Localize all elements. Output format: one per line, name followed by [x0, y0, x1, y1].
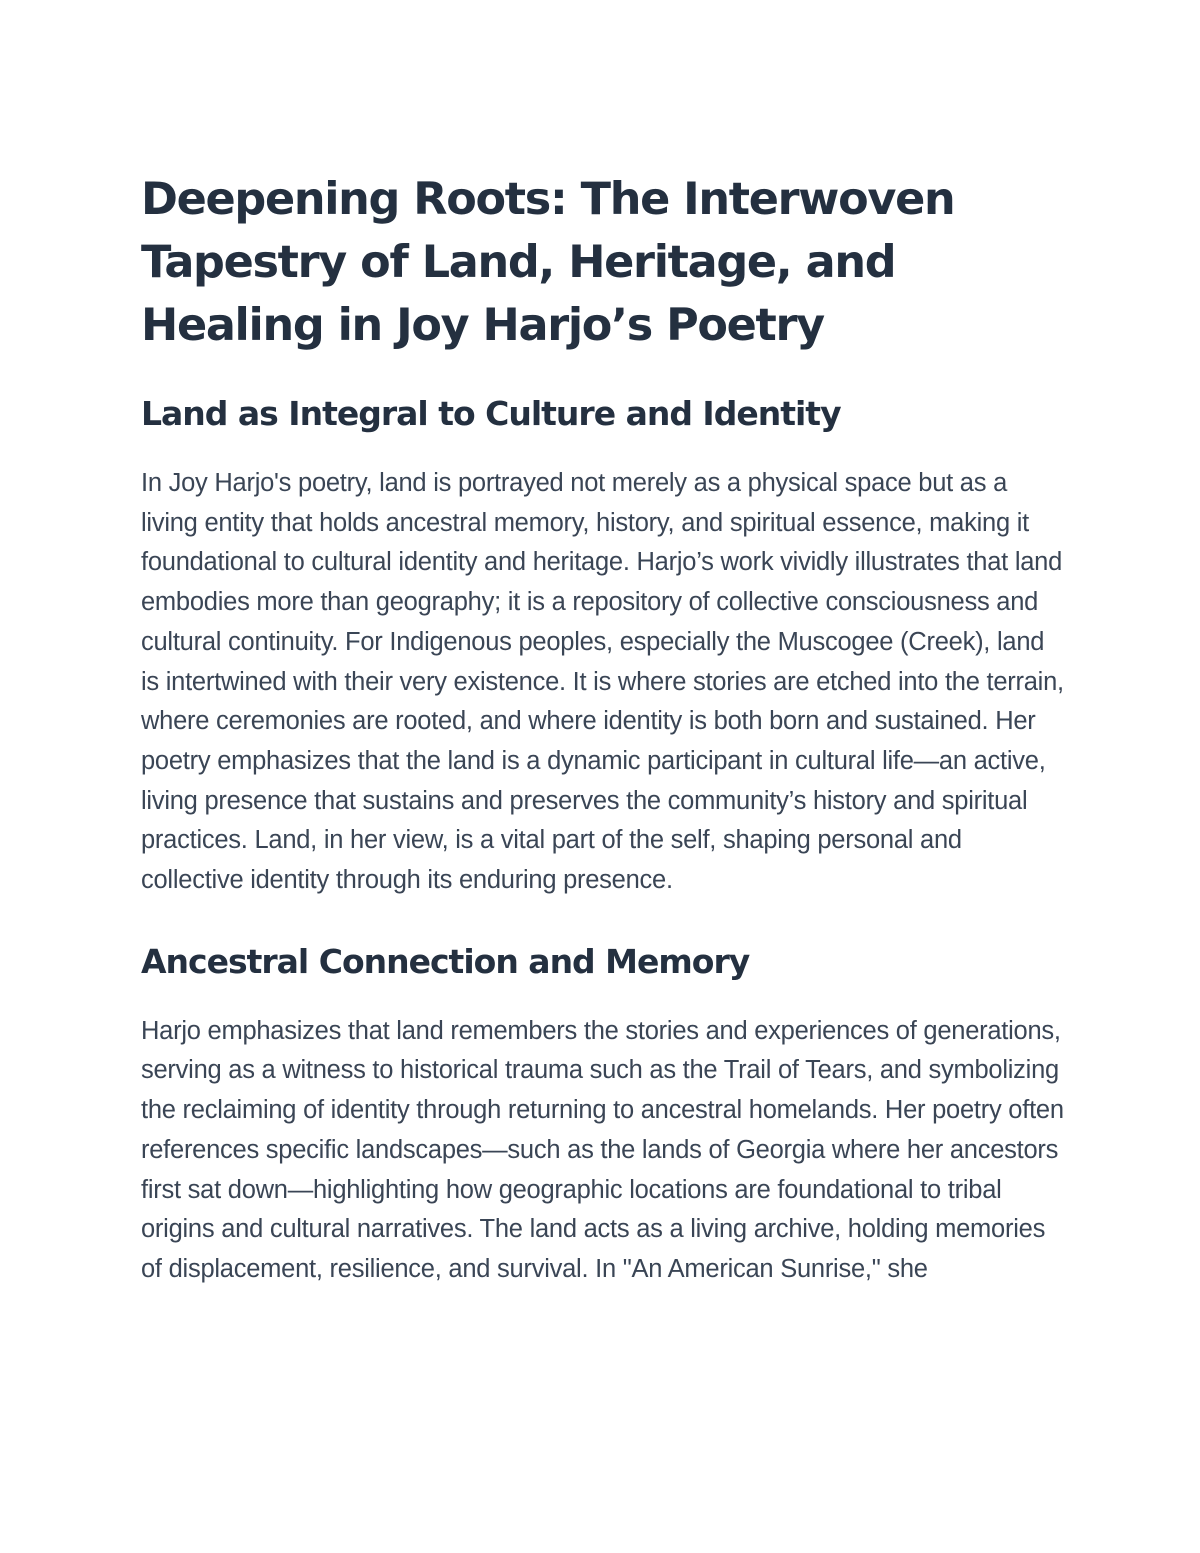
- document-title: Deepening Roots: The Interwoven Tapestry of Land, Heritage, and Healing in Joy Harjo’s Poetry: [141, 174, 955, 351]
- section-heading-land-identity: Land as Integral to Culture and Identity: [141, 394, 841, 433]
- section-heading-ancestral-connection: Ancestral Connection and Memory: [141, 941, 750, 981]
- section-body-ancestral-connection: Harjo emphasizes that land remembers the stories and experiences of generations, serving as a witness to historical trauma such as the Trail of Tears, and symbolizing the reclaiming of identity through returning to ancestral homelands. Her poetry often references specific landscapes—such as the lands of Georgia where her ancestors first sat down—highlighting how geographic locations are foundational to tribal origins and cultural narratives. The land acts as a living archive, holding memories of displacement, resilience, and survival. In "An American Sunrise," she: [141, 1016, 1064, 1283]
- document-content: [141, 168, 1066, 1290]
- section-body-land-identity: In Joy Harjo's poetry, land is portrayed not merely as a physical space but as a living entity that holds ancestral memory, history, and spiritual essence, making it foundational to cultural identity and heritage. Harjo’s work vividly illustrates that land embodies more than geography; it is a repository of collective consciousness and cultural continuity. For Indigenous peoples, especially the Muscogee (Creek), land is intertwined with their very existence. It is where stories are etched into the terrain, where ceremonies are rooted, and where identity is both born and sustained. Her poetry emphasizes that the land is a dynamic participant in cultural life—an active, living presence that sustains and preserves the community’s history and spiritual practices. Land, in her view, is a vital part of the self, shaping personal and collective identity through its enduring presence.: [141, 469, 1064, 895]
